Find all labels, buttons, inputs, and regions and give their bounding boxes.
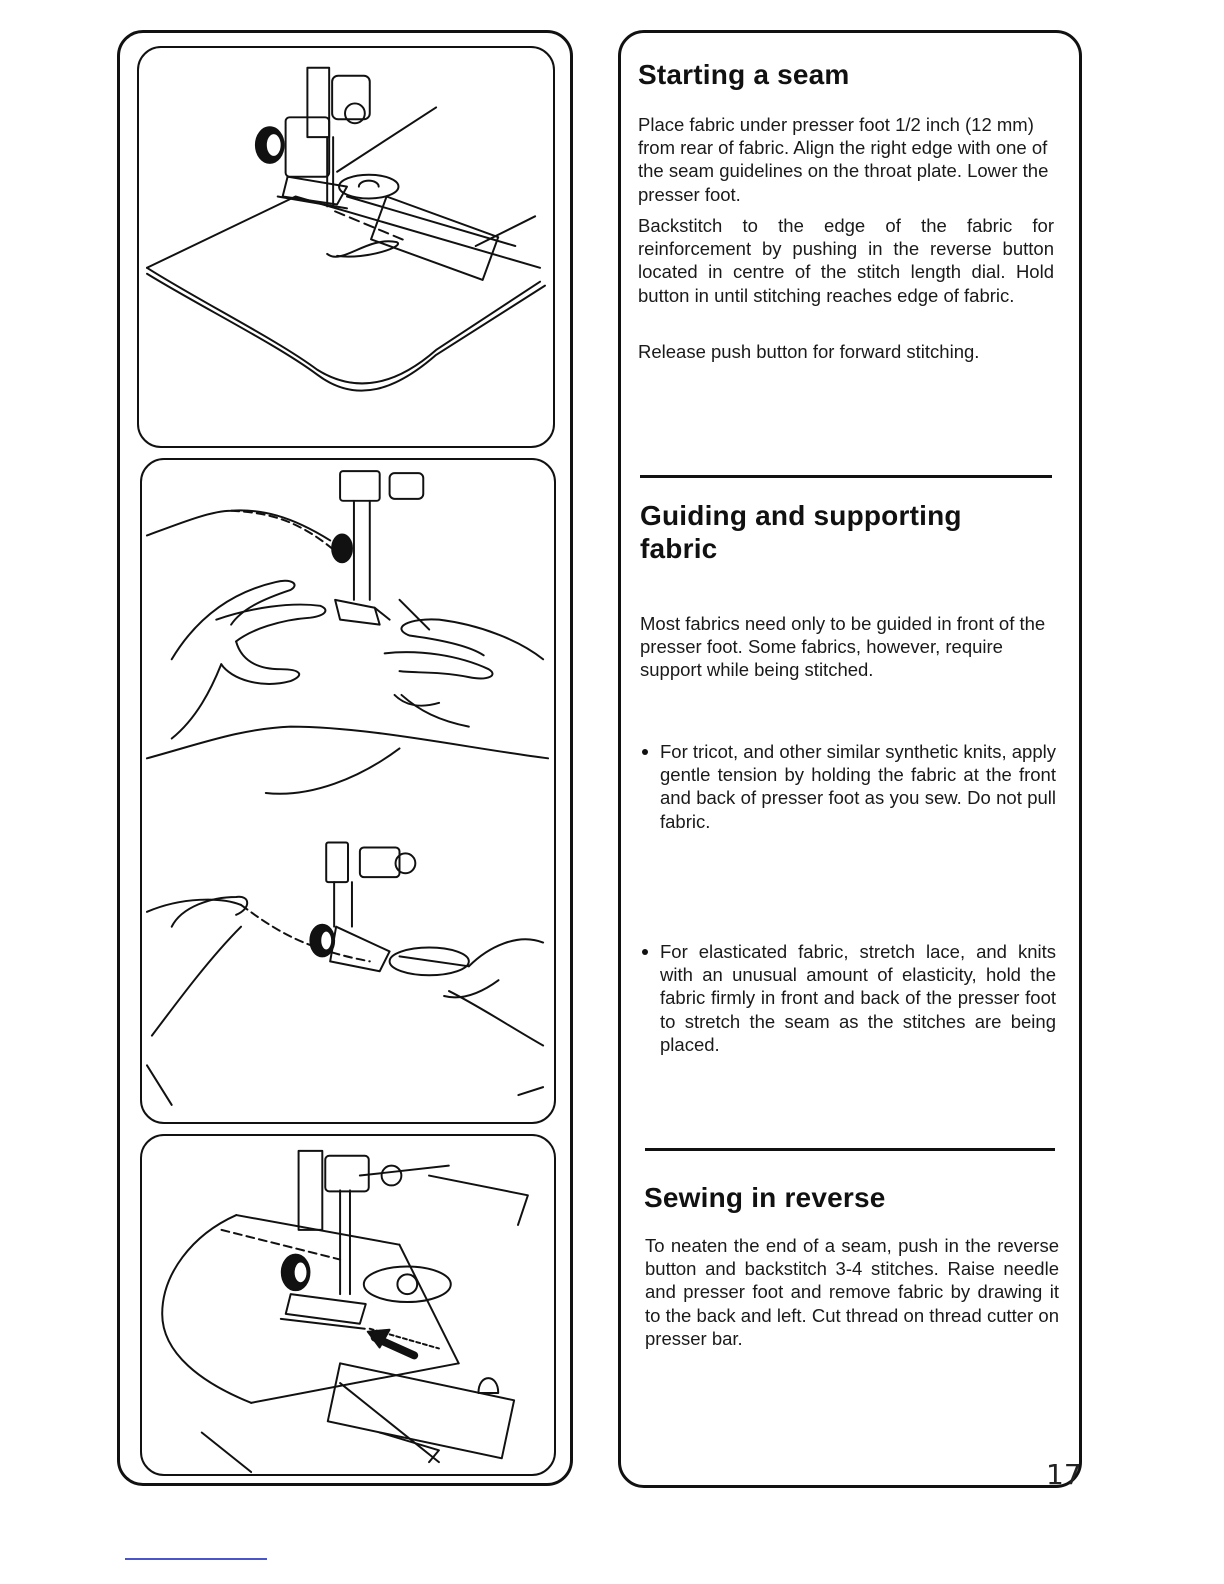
section-title-guiding-fabric: Guiding and supporting fabric <box>640 500 962 564</box>
section-title-sewing-reverse: Sewing in reverse <box>644 1182 886 1213</box>
starting-seam-illustration <box>137 46 555 448</box>
paragraph: Most fabrics need only to be guided in front of the presser foot. Some fabrics, however, require support while being stitched. <box>640 613 1046 681</box>
hands-guiding-fabric-drawing <box>142 460 554 1122</box>
section-divider <box>640 475 1052 478</box>
footer-link-underline <box>125 1558 267 1560</box>
paragraph: Release push button for forward stitching. <box>638 341 980 362</box>
paragraph: To neaten the end of a seam, push in the reverse button and backstitch 3-4 stitches. Raise needle and presser foot and remove fabric by drawing it to the back and left. Cut thread on thread cutter on presser bar. <box>645 1235 1059 1349</box>
bullet-text: For elasticated fabric, stretch lace, and knits with an unusual amount of elasticity, hold the fabric firmly in front and back of the presser foot to stretch the seam as the stitches are being placed. <box>660 941 1056 1055</box>
sewing-reverse-illustration <box>140 1134 556 1476</box>
paragraph: Backstitch to the edge of the fabric for reinforcement by pushing in the reverse button located in centre of the stitch length dial. Hold button in until stitching reaches edge of fabric. <box>638 215 1054 306</box>
paragraph: Place fabric under presser foot 1/2 inch (12 mm) from rear of fabric. Align the right edge with one of the seam guidelines on the throat plate. Lower the presser foot. <box>638 114 1049 205</box>
bullet-dot <box>642 749 648 755</box>
reverse-stitch-drawing <box>142 1136 554 1474</box>
bullet-text: For tricot, and other similar synthetic knits, apply gentle tension by holding the fabric at the front and back of presser foot as you sew. Do not pull fabric. <box>660 741 1056 832</box>
sewing-machine-foot-drawing <box>139 48 553 446</box>
page-number: 17 <box>1046 1458 1082 1491</box>
section-title-starting-seam: Starting a seam <box>638 59 850 90</box>
guiding-fabric-illustration <box>140 458 556 1124</box>
bullet-item <box>640 940 1056 1056</box>
bullet-dot <box>642 949 648 955</box>
bullet-item <box>640 740 1056 833</box>
section-divider <box>645 1148 1055 1151</box>
